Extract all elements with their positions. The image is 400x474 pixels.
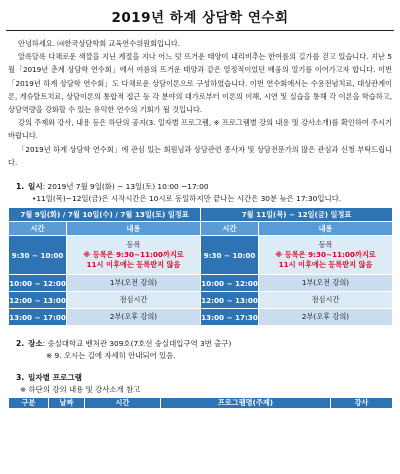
section-location-note: ※ 9. 오시는 길에 자세히 안내되어 있음. [46,351,176,361]
schedule-left-header: 7월 9일(화) / 7월 10일(수) / 7월 13일(토) 일정표 [9,208,201,222]
content-cell: 점심시간 [259,292,393,309]
time-cell: 9:30 ~ 10:00 [9,236,67,275]
section-location [0,338,400,362]
col-date: 날짜 [49,398,85,409]
time-cell: 10:00 ~ 12:00 [9,275,67,292]
section-date-value: : 2019년 7월 9일(화) ~ 13일(토) 10:00 ~17:00 [42,182,209,192]
table-row [9,236,393,275]
section-location-heading: 2. 장소: 숭실대학교 벤처관 309호(7호선 숭실대입구역 3번 출구) [16,339,232,349]
section-program-heading: 3. 일자별 프로그램 [16,373,82,383]
section-date-heading: 1. 일시: 2019년 7월 9일(화) ~ 13일(토) 10:00 ~17:00 [16,182,209,192]
time-cell: 10:00 ~ 12:00 [201,275,259,292]
col-time: 시간 [85,398,161,409]
page-title: 2019년 하계 상담학 연수회 [111,10,289,26]
time-cell: 13:00 ~ 17:00 [9,309,67,326]
content-cell: 등록 ※ 등록은 9:30~11:00까지로 11시 이후에는 등록받지 않음 [259,236,393,275]
intro-closing: 「2019년 하계 상담학 연수회」에 관심 있는 회원님과 상담관련 종사자 및 상담전문가의 많은 관심과 신청 부탁드립니다. [8,144,392,167]
intro-greeting: 안녕하세요. ㈔한국상담학회 교육연수위원회입니다. [18,39,181,48]
content-cell: 2부(오후 강의) [259,309,393,326]
col-content-left: 내용 [67,222,201,236]
col-instructor: 강사 [331,398,393,409]
schedule-right-header: 7월 11일(목) ~ 12일(금) 일정표 [201,208,393,222]
section-program [0,372,400,396]
table-row [9,275,393,292]
intro-topics: 강의 주제와 강사, 내용 등은 하단의 공지(3. 일자별 프로그램, ※ 프로그램별 강의 내용 및 강사소개)를 확인하여 주시기 바랍니다. [8,118,392,141]
time-cell: 12:00 ~ 13:00 [9,292,67,309]
table-row [9,309,393,326]
content-cell: 1부(오전 강의) [67,275,201,292]
table-row [9,292,393,309]
content-cell: 점심시간 [67,292,201,309]
program-table-header [8,397,393,409]
col-content-right: 내용 [259,222,393,236]
schedule-table [8,207,393,326]
section-location-value: : 숭실대학교 벤처관 309호(7호선 숭실대입구역 3번 출구) [42,339,232,349]
time-cell: 12:00 ~ 13:00 [201,292,259,309]
col-time-left: 시간 [9,222,67,236]
time-cell: 9:30 ~ 10:00 [201,236,259,275]
content-cell: 1부(오전 강의) [259,275,393,292]
col-category: 구분 [9,398,49,409]
intro-section [0,31,400,169]
col-program: 프로그램명(주제) [161,398,331,409]
content-cell: 등록 ※ 등록은 9:30~11:00까지로 11시 이후에는 등록받지 않음 [67,236,201,275]
col-time-right: 시간 [201,222,259,236]
content-cell: 2부(오후 강의) [67,309,201,326]
section-date-note: •11일(목)~12일(금)은 시작시간은 10시로 동일하지만 끝나는 시간은 30분 늦은 17:30입니다. [32,194,342,204]
section-program-note: ※ 하단의 강의 내용 및 강사소개 참고 [20,385,141,395]
section-date [0,181,400,205]
time-cell: 13:00 ~ 17:30 [201,309,259,326]
intro-body: 알록달록 다채로운 색깔을 지닌 계절을 지나 어느 덧 뜨거운 태양이 내리비추는 한여름의 길가를 걷고 있습니다. 지난 5월「2019년 춘계 상담학 연수회」에서 여름의 뜨거운 태양과 같은 열정적이었던 배움의 열기를 이어가고자 합니다. 이번「2019년 하계 상담학 연수회」도 다채로운 상담이론으로 구성하였습니다. 이번 연수회에서는 수용전념치료, 대상관계이론, 게슈탈트치료, 상담이론의 통합적 접근 등 각 분야의 대가로부터 이론의 이해, 시연 및 실습을 통해 각 이론을 학습하고, 상담역량을 강화할 수 있는 유익한 연수의 기회가 될 것입니다. [8,52,392,115]
